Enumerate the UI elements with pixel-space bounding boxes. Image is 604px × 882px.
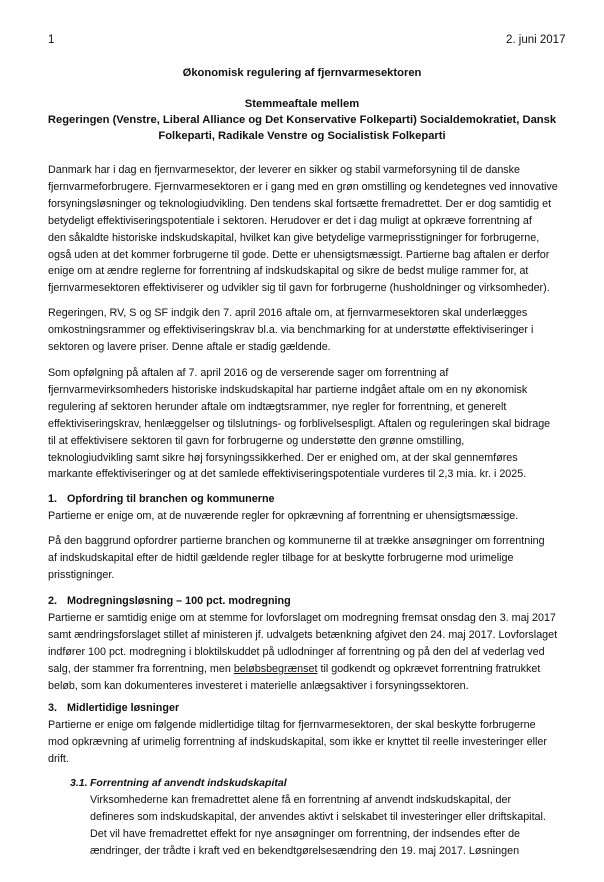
text-line: fjernvarmesektoren effektiviserer og udvikler sig til gavn for forbrugerne (husholdninger og virksomheder). <box>48 282 550 295</box>
subsection-3-1-paragraph <box>90 792 568 860</box>
text-line: betydeligt effektiviseringspotentiale i sektoren. Herudover er det i dag muligt at opkræve forrentning af <box>48 214 532 227</box>
text-line: fjernvarmeforbrugere. Fjernvarmesektoren er i gang med en grøn omstilling og kendetegnes ved innovative <box>48 180 558 193</box>
text-line: omkostningsrammer og effektiviseringskrav bl.a. via benchmarking for at understøtte effektiviseringer i <box>48 323 534 336</box>
text-line: regulering af sektoren herunder aftale om indtægtsrammer, nye regler for forrentning, et generelt <box>48 400 507 413</box>
text-line: fjernvarmevirksomheders historiske indskudskapital har partierne indgået aftale om en ny økonomisk <box>48 383 528 396</box>
text-line: Partierne er enige om, at de nuværende regler for opkrævning af forrentning er uhensigtsmæssige. <box>48 510 519 522</box>
section-number: 2. <box>48 595 58 607</box>
text-line: af indskudskapital efter de hidtil gældende regler tilbage for at beskytte forbrugerne mod urimelige <box>48 551 514 564</box>
text-line: Partierne er enige om følgende midlertidige tiltag for fjernvarmesektoren, der skal beskytte forbrugerne <box>48 719 536 731</box>
text-line: teknologiudvikling samt sikre høj forsyningssikkerhed. Der er enighed om, at der skal gennemføres <box>48 451 518 464</box>
section-2-paragraph <box>48 610 562 695</box>
text-span: salg, der stammer fra forrentning, men <box>48 662 234 675</box>
text-line: drift. <box>48 752 69 765</box>
text-line: Det vil have fremadrettet effekt for nye ansøgninger om forrentning, der indsendes efter de <box>90 827 521 840</box>
text-line: Partierne er samtidig enige om at stemme for lovforslaget om modregning fremsat onsdag den 3. maj 2017 <box>48 612 556 624</box>
subsection-title: Forrentning af anvendt indskudskapital <box>90 777 287 789</box>
document-date: 2. juni 2017 <box>506 34 566 46</box>
text-line: ændringer, der trådte i kraft ved en bekendtgørelsesændring den 19. maj 2017. Løsningen <box>90 844 520 857</box>
text-line: Virksomhederne kan fremadrettet alene få en forrentning af anvendt indskudskapital, der <box>90 794 512 806</box>
page-number: 1 <box>48 34 55 46</box>
paragraph-2016-agreement <box>48 305 562 356</box>
text-line: indfører 100 pct. modregning i bloktilskuddet på udlodninger af forrentning og på den del af vederlag ved <box>48 645 545 658</box>
section-title: Opfordring til branchen og kommunerne <box>67 493 275 505</box>
underlined-term: beløbsbegrænset <box>233 662 318 675</box>
text-line: beløb, som kan dokumenteres investeret i materielle anlægsaktiver i forsyningssektoren. <box>48 679 469 692</box>
agreement-line: Folkeparti, Radikale Venstre og Socialistisk Folkeparti <box>158 130 446 142</box>
agreement-heading <box>40 96 564 144</box>
text-span: til godkendt og opkrævet forrentning fratrukket <box>317 662 541 675</box>
section-number: 3. <box>48 702 58 714</box>
section-1-heading <box>48 491 275 508</box>
subsection-3-1-heading <box>70 775 287 792</box>
text-line: defineres som indskudskapital, der anvendes aktivt i selskabet til investeringer eller driftskapital. <box>90 810 546 823</box>
section-1-paragraph-2 <box>48 533 562 584</box>
text-line: Regeringen, RV, S og SF indgik den 7. april 2016 aftale om, at fjernvarmesektoren skal underlægges <box>48 307 528 319</box>
text-line: også uden at det kommer forbrugerne til gode. Dette er uhensigtsmæssigt. Partierne bag aftalen er derfor <box>48 248 550 261</box>
section-title: Modregningsløsning – 100 pct. modregning <box>67 595 291 607</box>
text-line <box>48 661 562 678</box>
text-line: forsyningsløsninger og teknologiudvikling. Den tendens skal fortsætte fremadrettet. Der er dog samtidig et <box>48 197 552 210</box>
intro-paragraph <box>48 162 562 297</box>
section-3-heading <box>48 700 179 717</box>
text-line: mod opkrævning af urimelig forrentning af indskudskapital, som ikke er knyttet til reelle investeringer eller <box>48 735 547 748</box>
section-1-paragraph-1 <box>48 508 562 525</box>
subsection-number: 3.1. <box>70 777 88 789</box>
text-line: På den baggrund opfordrer partierne branchen og kommunerne til at trække ansøgninger om forrentning <box>48 535 545 547</box>
text-line: til at effektivisere sektoren til gavn for forbrugerne og understøtte den grønne omstilling, <box>48 434 465 447</box>
text-line: markante effektiviseringer og at det samlede effektiviseringspotentiale vurderes til 2,3 mia. kr. i 2025. <box>48 468 527 481</box>
paragraph-follow-up <box>48 365 562 483</box>
text-line: enige om at ændre reglerne for forrentning af indskudskapital og sikre de bedst mulige rammer for, at <box>48 265 529 278</box>
document-title: Økonomisk regulering af fjernvarmesektoren <box>182 67 422 79</box>
text-line: Danmark har i dag en fjernvarmesektor, der leverer en sikker og stabil varmeforsyning til de danske <box>48 164 521 176</box>
text-line: effektiviseringskrav, henlæggelser og tilslutnings- og forblivelsespligt. Aftalen og reguleringen skal bidrage <box>48 417 551 430</box>
section-title: Midlertidige løsninger <box>67 702 180 714</box>
text-line: samt ændringsforslaget stillet af ministeren jf. udvalgets betænkning afgivet den 24. maj 2017. Lovforslaget <box>48 628 558 641</box>
section-3-paragraph <box>48 717 562 768</box>
text-line: den såkaldte historiske indskudskapital, hvilket kan give betydelige varmeprisstigninger for forbrugerne, <box>48 231 540 244</box>
agreement-line: Regeringen (Venstre, Liberal Alliance og Det Konservative Folkeparti) Socialdemokratiet, Dansk <box>47 114 557 126</box>
section-2-heading <box>48 593 291 610</box>
text-line: Som opfølgning på aftalen af 7. april 2016 og de verserende sager om forrentning af <box>48 367 449 379</box>
agreement-line: Stemmeaftale mellem <box>244 98 360 110</box>
text-line: sektoren og lavere priser. Denne aftale er stadig gældende. <box>48 340 331 353</box>
section-number: 1. <box>48 493 58 505</box>
text-line: prisstigninger. <box>48 568 115 581</box>
